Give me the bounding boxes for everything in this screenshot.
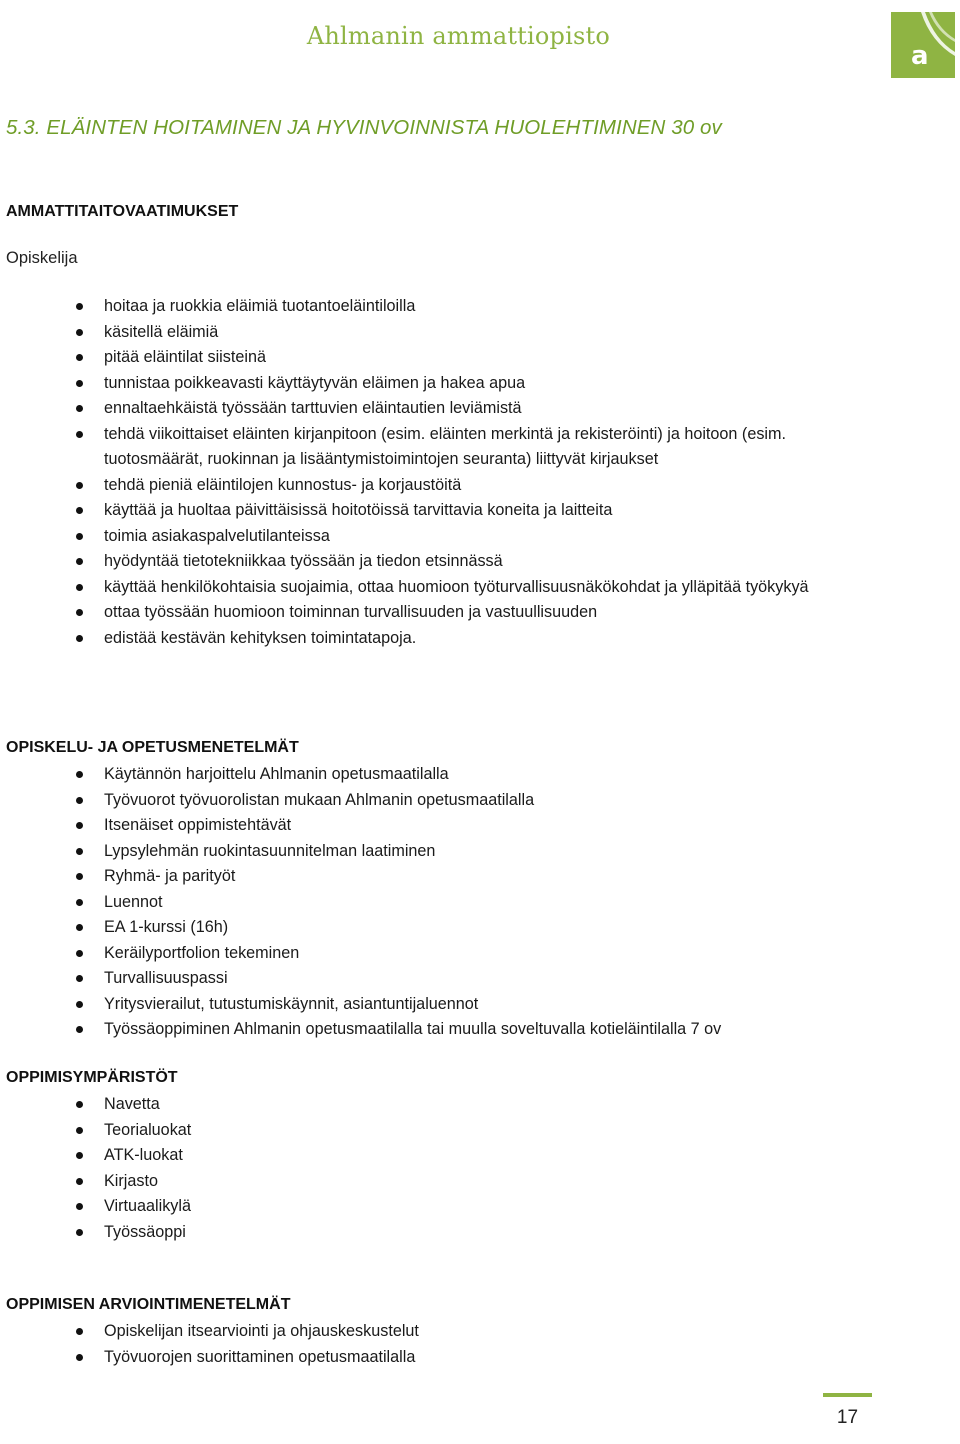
list-item: Lypsylehmän ruokintasuunnitelman laatiminen — [0, 839, 960, 865]
list-item: edistää kestävän kehityksen toimintatapoja. — [0, 626, 960, 652]
list-item: ottaa työssään huomioon toiminnan turvallisuuden ja vastuullisuuden — [0, 600, 960, 626]
list-item: käyttää henkilökohtaisia suojaimia, ottaa huomioon työturvallisuusnäkökohdat ja ylläpitää työkykyä — [0, 575, 960, 601]
list-item: Virtuaalikylä — [0, 1194, 960, 1220]
bullet-icon — [76, 1328, 83, 1335]
bullet-icon — [76, 482, 83, 489]
list-item: tunnistaa poikkeavasti käyttäytyvän eläimen ja hakea apua — [0, 371, 960, 397]
list-item: pitää eläintilat siisteinä — [0, 345, 960, 371]
bullet-icon — [76, 533, 83, 540]
bullet-icon — [76, 1354, 83, 1361]
assessment-heading: OPPIMISEN ARVIOINTIMENETELMÄT — [6, 1296, 291, 1313]
bullet-icon — [76, 873, 83, 880]
list-item: hyödyntää tietotekniikkaa työssään ja tiedon etsinnässä — [0, 549, 960, 575]
list-item: Navetta — [0, 1092, 960, 1118]
list-item: Luennot — [0, 890, 960, 916]
page-title: 5.3. ELÄINTEN HOITAMINEN JA HYVINVOINNISTA HUOLEHTIMINEN 30 ov — [6, 116, 722, 139]
bullet-icon — [76, 822, 83, 829]
list-item: Opiskelijan itsearviointi ja ohjauskeskustelut — [0, 1319, 960, 1345]
methods-heading: OPISKELU- JA OPETUSMENETELMÄT — [6, 739, 299, 756]
bullet-icon — [76, 635, 83, 642]
logo-letter: a — [911, 41, 929, 71]
list-item: käsitellä eläimiä — [0, 320, 960, 346]
bullet-icon — [76, 507, 83, 514]
bullet-icon — [76, 771, 83, 778]
requirements-heading: AMMATTITAITOVAATIMUKSET — [6, 203, 239, 220]
bullet-icon — [76, 380, 83, 387]
bullet-icon — [76, 1101, 83, 1108]
list-item: tehdä pieniä eläintilojen kunnostus- ja korjaustöitä — [0, 473, 960, 499]
list-item: Teorialuokat — [0, 1118, 960, 1144]
environments-heading: OPPIMISYMPÄRISTÖT — [6, 1069, 178, 1086]
list-item: ATK-luokat — [0, 1143, 960, 1169]
list-item: Käytännön harjoittelu Ahlmanin opetusmaatilalla — [0, 762, 960, 788]
list-item: Kirjasto — [0, 1169, 960, 1195]
bullet-icon — [76, 329, 83, 336]
school-logo — [891, 12, 955, 78]
list-item: Turvallisuuspassi — [0, 966, 960, 992]
header-title: Ahlmanin ammattiopisto — [306, 22, 610, 50]
bullet-icon — [76, 1026, 83, 1033]
list-item: hoitaa ja ruokkia eläimiä tuotantoeläintiloilla — [0, 294, 960, 320]
bullet-icon — [76, 1178, 83, 1185]
page-number-box — [823, 1393, 872, 1444]
list-item: käyttää ja huoltaa päivittäisissä hoitotöissä tarvittavia koneita ja laitteita — [0, 498, 960, 524]
bullet-icon — [76, 558, 83, 565]
bullet-icon — [76, 609, 83, 616]
bullet-icon — [76, 1203, 83, 1210]
bullet-icon — [76, 950, 83, 957]
bullet-icon — [76, 797, 83, 804]
list-item: Keräilyportfolion tekeminen — [0, 941, 960, 967]
environments-list — [0, 1092, 960, 1245]
bullet-icon — [76, 405, 83, 412]
bullet-icon — [76, 354, 83, 361]
bullet-icon — [76, 848, 83, 855]
assessment-list — [0, 1319, 960, 1370]
methods-list — [0, 762, 960, 1043]
bullet-icon — [76, 924, 83, 931]
bullet-icon — [76, 1001, 83, 1008]
bullet-icon — [76, 899, 83, 906]
list-item: Yritysvierailut, tutustumiskäynnit, asiantuntijaluennot — [0, 992, 960, 1018]
bullet-icon — [76, 975, 83, 982]
list-item: toimia asiakaspalvelutilanteissa — [0, 524, 960, 550]
bullet-icon — [76, 1127, 83, 1134]
list-item: Ryhmä- ja parityöt — [0, 864, 960, 890]
bullet-icon — [76, 1229, 83, 1236]
requirements-list — [0, 294, 960, 651]
list-item: Itsenäiset oppimistehtävät — [0, 813, 960, 839]
list-item: Työvuorot työvuorolistan mukaan Ahlmanin opetusmaatilalla — [0, 788, 960, 814]
list-item: Työssäoppi — [0, 1220, 960, 1246]
list-item: Työvuorojen suorittaminen opetusmaatilalla — [0, 1345, 960, 1371]
page-number: 17 — [836, 1407, 859, 1428]
list-item: tehdä viikoittaiset eläinten kirjanpitoon (esim. eläinten merkintä ja rekisteröinti) ja hoitoon (esim. tuotosmäärät, ruokinnan ja lisääntymistoimintojen seuranta) liittyvät kirjaukset — [0, 422, 960, 473]
bullet-icon — [76, 431, 83, 438]
list-item: EA 1-kurssi (16h) — [0, 915, 960, 941]
requirements-subject: Opiskelija — [6, 249, 78, 267]
bullet-icon — [76, 1152, 83, 1159]
list-item: Työssäoppiminen Ahlmanin opetusmaatilalla tai muulla soveltuvalla kotieläintilalla 7 ov — [0, 1017, 960, 1043]
bullet-icon — [76, 584, 83, 591]
bullet-icon — [76, 303, 83, 310]
list-item: ennaltaehkäistä työssään tarttuvien eläintautien leviämistä — [0, 396, 960, 422]
